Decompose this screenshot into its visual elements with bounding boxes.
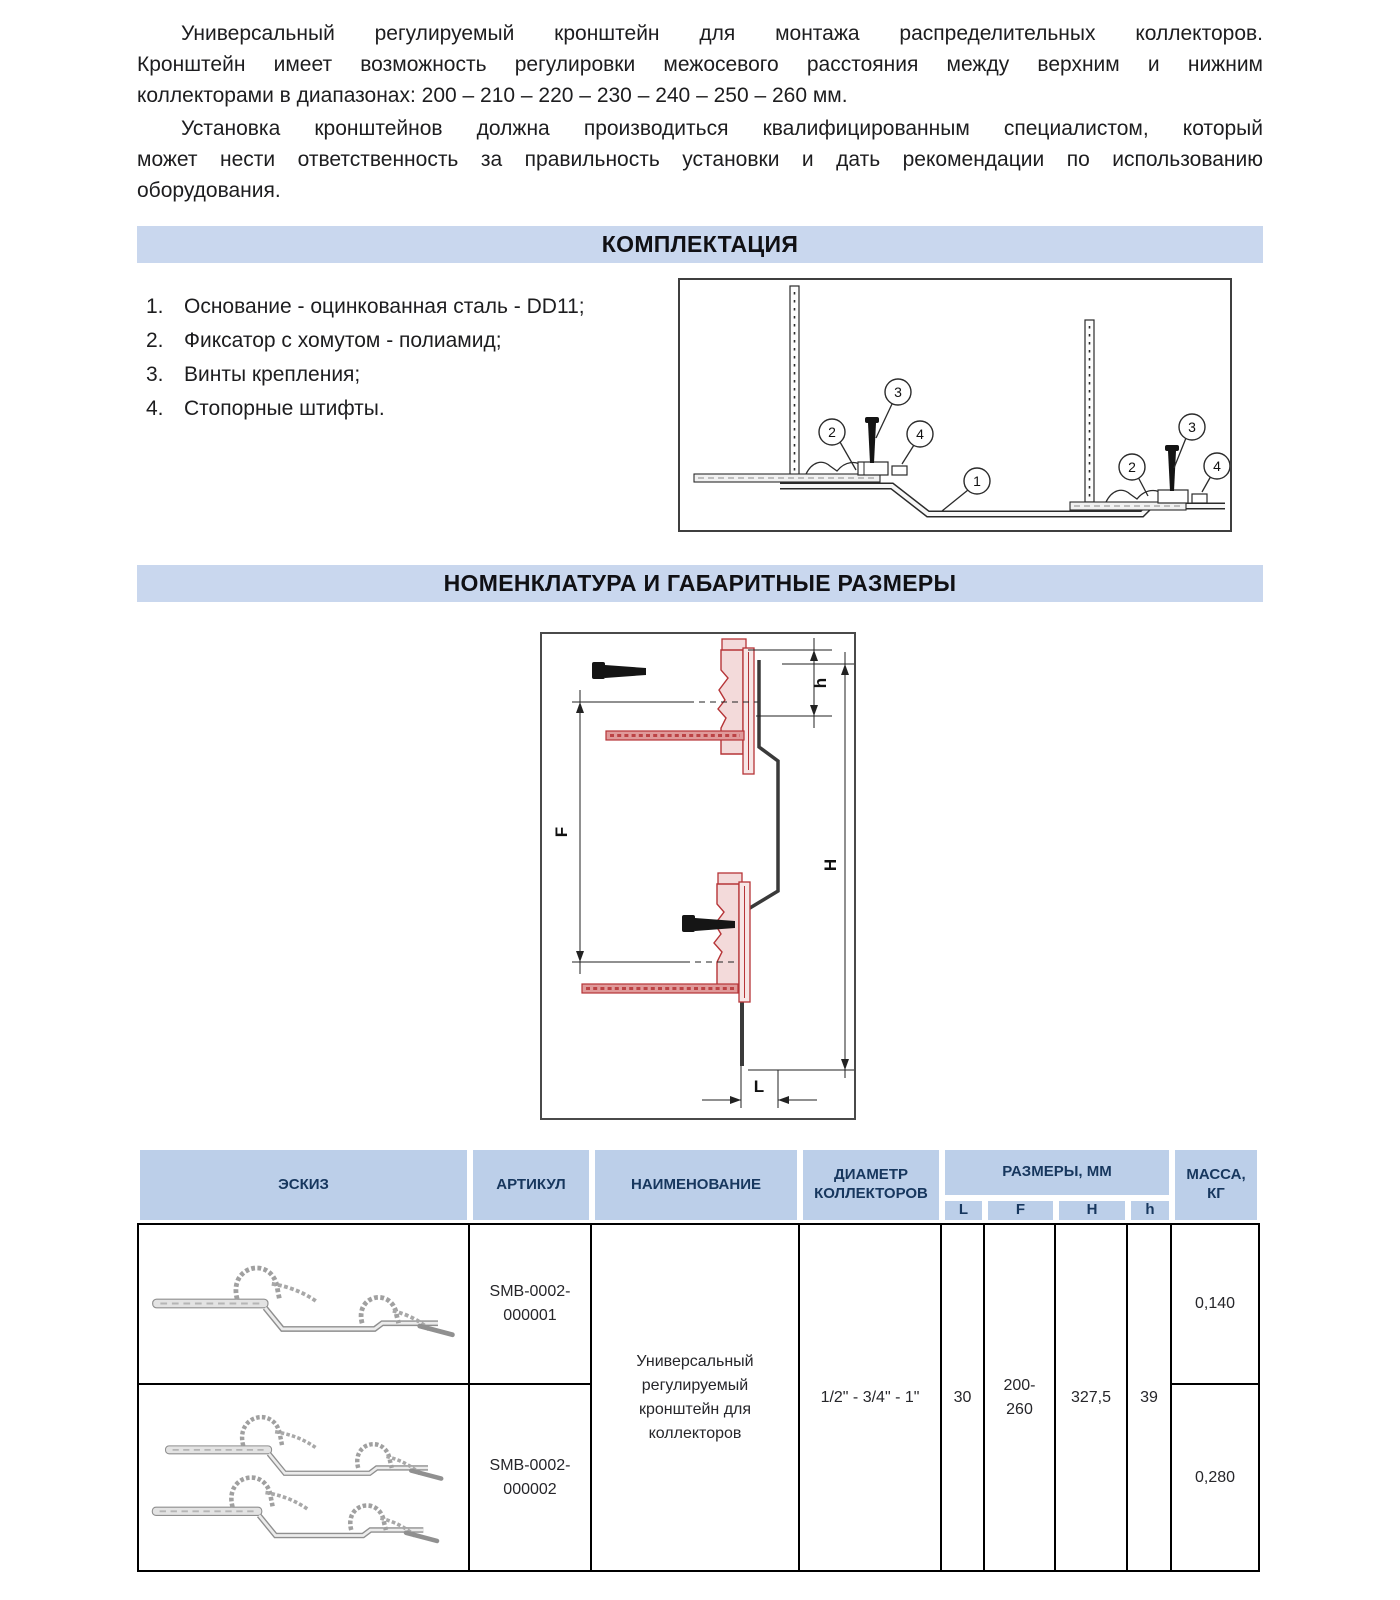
list-item-text: Винты крепления; [184, 363, 361, 386]
size-h-cell: 327,5 [1056, 1223, 1128, 1572]
product-table [137, 1147, 1260, 1572]
dimension-diagram [540, 632, 856, 1120]
size-f-cell: 200-260 [985, 1223, 1056, 1572]
list-item [146, 324, 666, 358]
equipment-list [146, 290, 666, 426]
column-header-diameter: ДИАМЕТР КОЛЛЕКТОРОВ [800, 1147, 942, 1223]
callout-leaders [840, 404, 1211, 511]
list-item-text: Основание - оцинкованная сталь - DD11; [184, 295, 585, 318]
paragraph-line: Установка кронштейнов должна производиться квалифицированным специалистом, который [181, 117, 1263, 140]
section-header-nomenclature [137, 565, 1263, 602]
sketch-cell-2 [137, 1385, 470, 1572]
section-header-equipment [137, 226, 1263, 263]
list-item [146, 290, 666, 324]
list-item [146, 392, 666, 426]
sku-cell-2: SMB-0002-000002 [470, 1385, 592, 1572]
assembly-diagram-drawing [680, 280, 1230, 530]
size-l-cell: 30 [942, 1223, 985, 1572]
list-item-text: Стопорные штифты. [184, 397, 385, 420]
list-item-number: 3. [146, 363, 164, 386]
callout-3: 3 [1188, 419, 1196, 435]
column-header-sku: АРТИКУЛ [470, 1147, 592, 1223]
dim-label-h-offset: h [811, 677, 830, 689]
paragraph-line: оборудования. [137, 179, 281, 202]
list-item-number: 4. [146, 397, 164, 420]
intro-paragraph-1 [137, 18, 1263, 111]
callout-2: 2 [1128, 459, 1136, 475]
callout-4: 4 [1213, 458, 1221, 474]
dimension-diagram-drawing [542, 634, 854, 1118]
paragraph-line: может нести ответственность за правильность установки и дать рекомендации по использованию [137, 148, 1263, 171]
column-header-size-l: L [942, 1198, 985, 1223]
column-header-sizes-group: РАЗМЕРЫ, ММ [942, 1147, 1172, 1198]
dim-label-h-total: H [821, 858, 840, 872]
section-title: КОМПЛЕКТАЦИЯ [601, 231, 799, 257]
list-item-number: 2. [146, 329, 164, 352]
paragraph-line: Универсальный регулируемый кронштейн для монтажа распределительных коллекторов. [181, 22, 1263, 45]
column-header-sketch: ЭСКИЗ [137, 1147, 470, 1223]
paragraph-line: коллекторами в диапазонах: 200 – 210 – 220 – 230 – 240 – 250 – 260 мм. [137, 84, 848, 107]
callout-3: 3 [894, 384, 902, 400]
list-item-text: Фиксатор с хомутом - полиамид; [184, 329, 502, 352]
list-item-number: 1. [146, 295, 164, 318]
section-title: НОМЕНКЛАТУРА И ГАБАРИТНЫЕ РАЗМЕРЫ [443, 570, 957, 596]
column-header-size-h-small: h [1128, 1198, 1172, 1223]
name-cell: Универсальный регулируемый кронштейн для коллекторов [592, 1223, 800, 1572]
callout-balloons [819, 379, 1230, 494]
sku-cell-1: SMB-0002-000001 [470, 1223, 592, 1385]
intro-paragraph-2 [137, 113, 1263, 206]
size-h-small-cell: 39 [1128, 1223, 1172, 1572]
dimension-arrowheads [576, 650, 849, 1104]
callout-4: 4 [916, 426, 924, 442]
column-header-name: НАИМЕНОВАНИЕ [592, 1147, 800, 1223]
column-header-size-f: F [985, 1198, 1056, 1223]
callout-1: 1 [973, 473, 981, 489]
dim-label-l: L [753, 1077, 765, 1096]
column-header-mass: МАССА, КГ [1172, 1147, 1260, 1223]
assembly-diagram [678, 278, 1232, 532]
dim-label-f: F [552, 826, 571, 838]
mass-cell-1: 0,140 [1172, 1223, 1260, 1385]
list-item [146, 358, 666, 392]
product-sketch-pair [145, 1389, 462, 1567]
callout-2: 2 [828, 424, 836, 440]
sketch-cell-1 [137, 1223, 470, 1385]
paragraph-line: Кронштейн имеет возможность регулировки межосевого расстояния между верхним и нижним [137, 53, 1263, 76]
product-sketch-single [145, 1229, 462, 1379]
mass-cell-2: 0,280 [1172, 1385, 1260, 1572]
diameter-cell: 1/2" - 3/4" - 1" [800, 1223, 942, 1572]
column-header-size-h: H [1056, 1198, 1128, 1223]
